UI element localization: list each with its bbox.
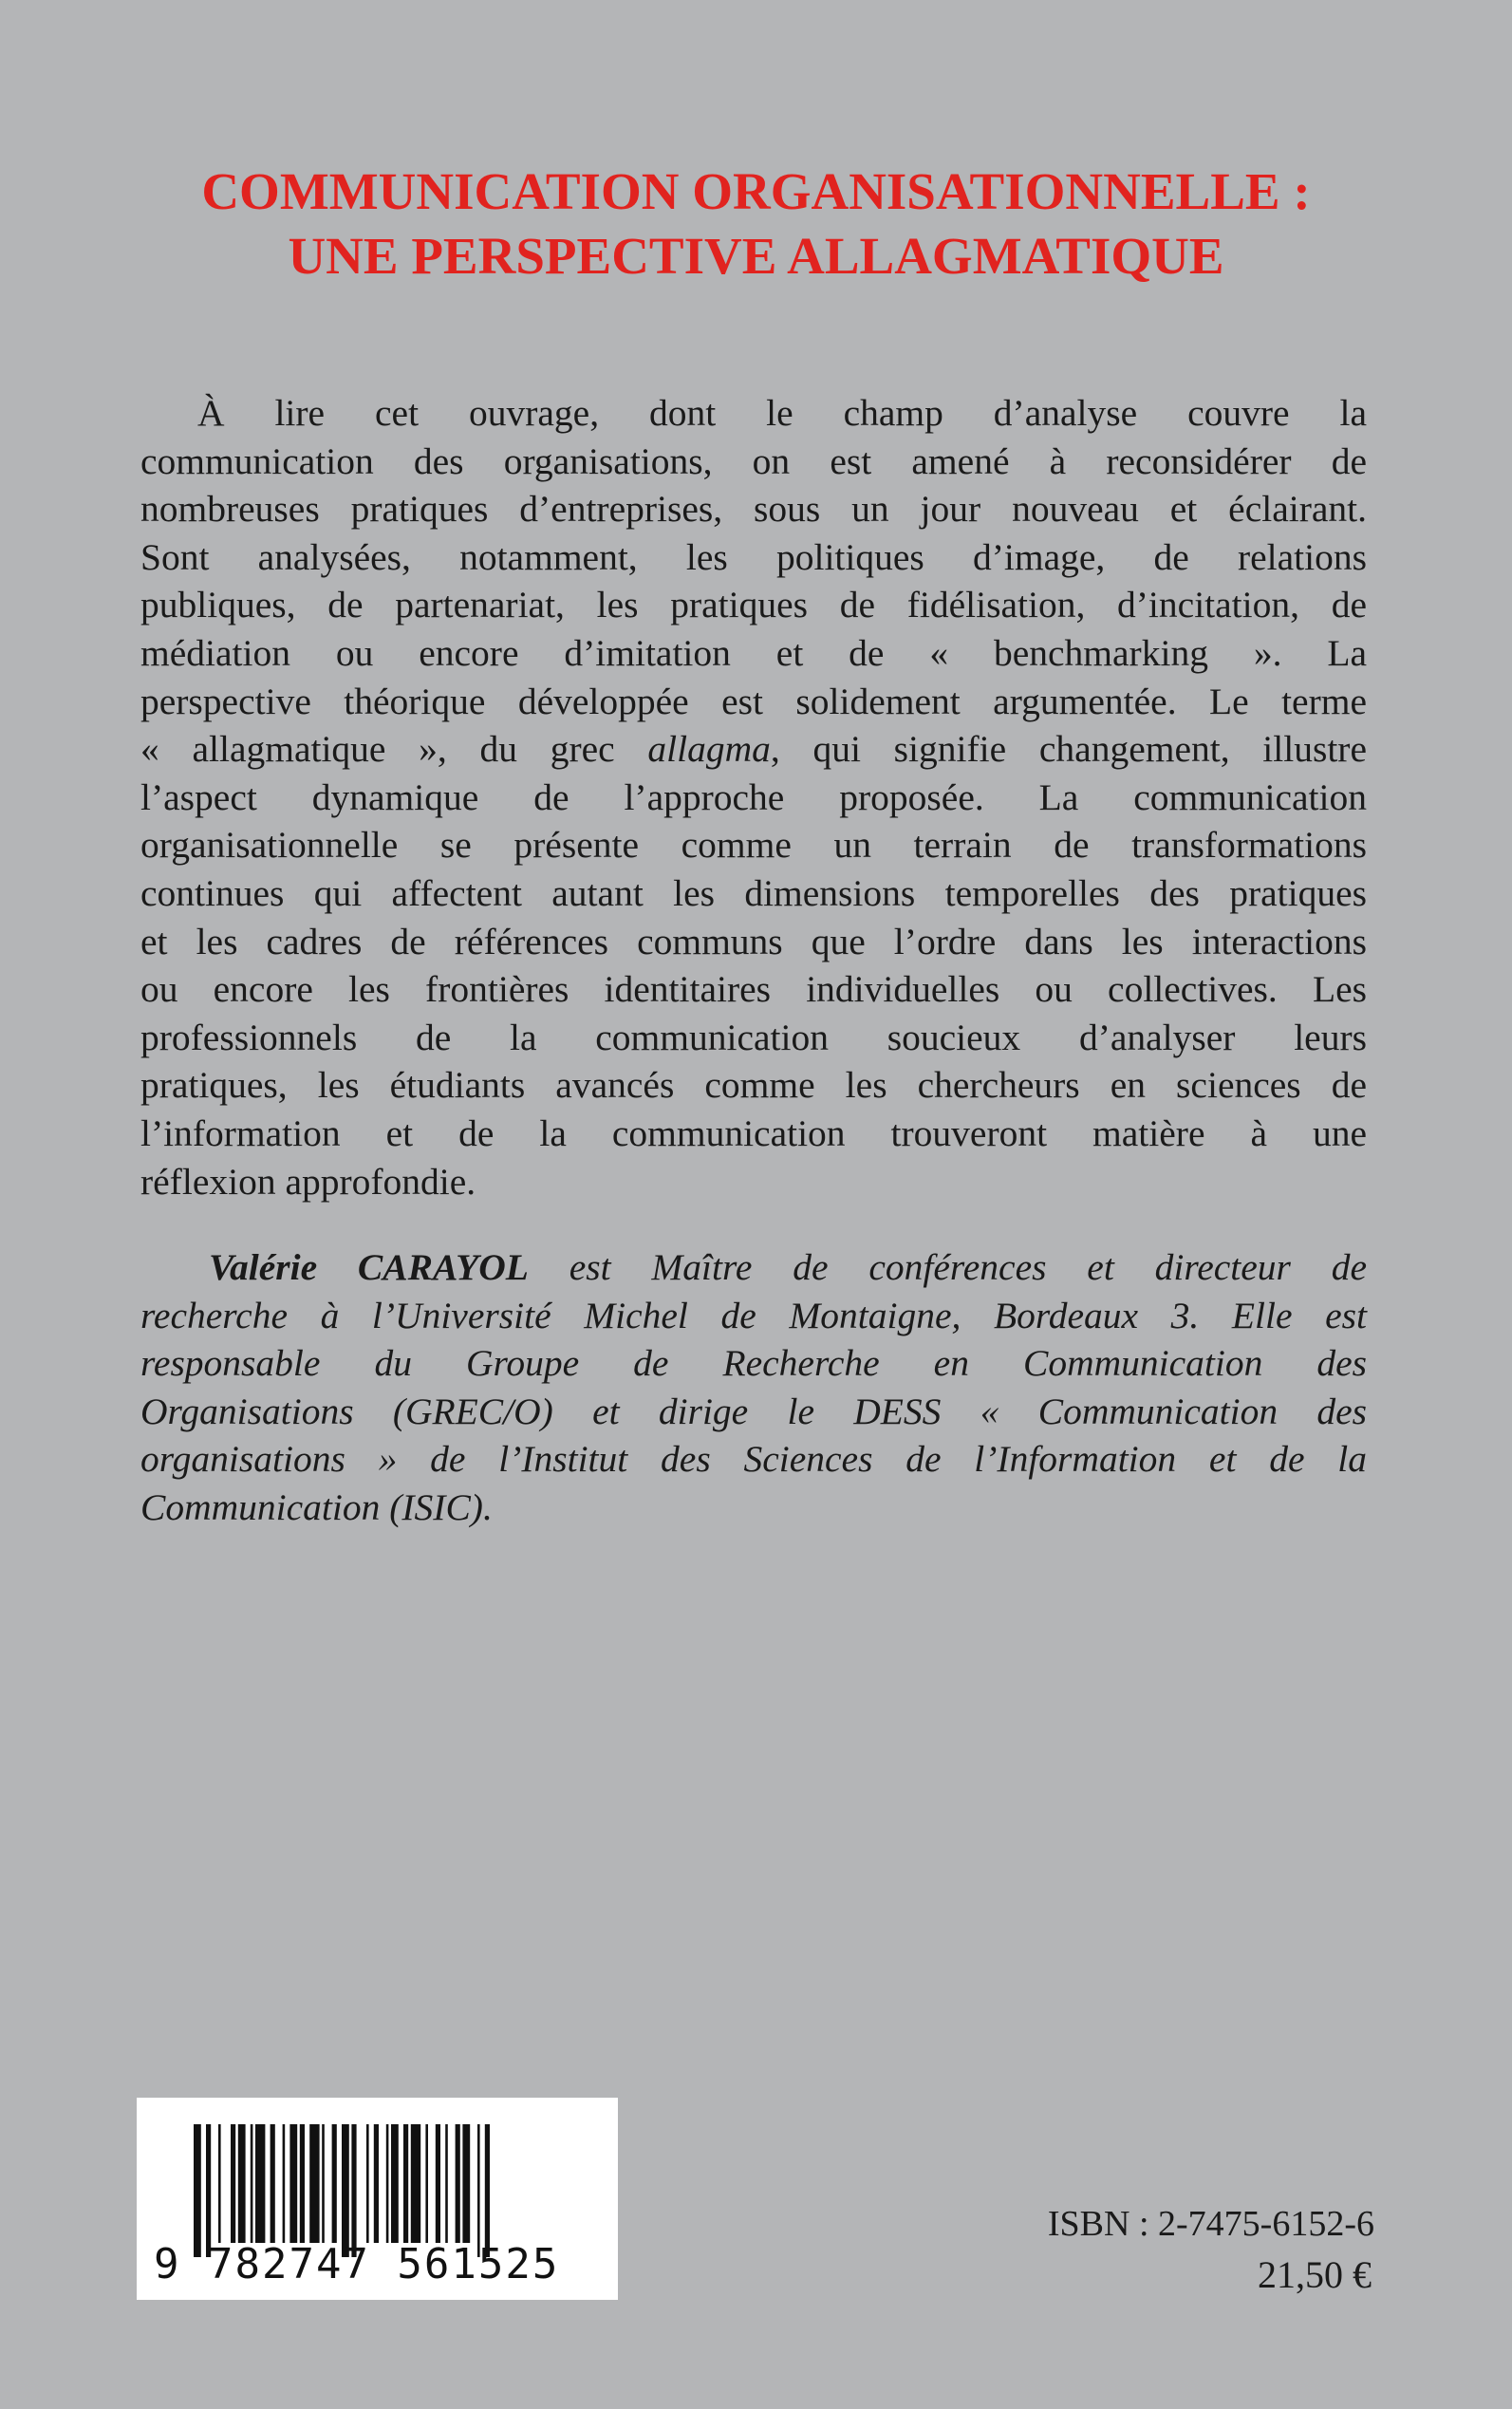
description-line: ou encore les frontières identitaires individuelles ou collectives. Les (140, 968, 1367, 1011)
book-description (140, 389, 1367, 1205)
barcode-bar (231, 2124, 235, 2243)
barcode-bar (411, 2124, 420, 2243)
price: 21,50 € (1258, 2253, 1372, 2296)
barcode-bar (322, 2124, 325, 2243)
allagma-word: allagma (647, 728, 771, 771)
bio-line-text: est Maître de conférences et directeur de (528, 1246, 1367, 1288)
barcode-bar (300, 2124, 305, 2243)
barcode-bar (218, 2124, 221, 2243)
barcode-bar (366, 2124, 369, 2243)
description-line: perspective théorique développée est solidement argumentée. Le terme (140, 680, 1367, 722)
description-line: nombreuses pratiques d’entreprises, sous un jour nouveau et éclairant. (140, 488, 1367, 531)
description-line: Sont analysées, notamment, les politiques d’image, de relations (140, 535, 1367, 578)
bio-line: organisations » de l’Institut des Sciences de l’Information et de la (140, 1438, 1367, 1480)
barcode-bar (194, 2124, 201, 2257)
barcode-bar (283, 2124, 286, 2243)
barcode-bar (462, 2124, 470, 2243)
description-line: professionnels de la communication soucieux d’analyser leurs (140, 1016, 1367, 1058)
barcode-bar (251, 2124, 253, 2243)
barcode-bar (289, 2124, 297, 2243)
description-line: pratiques, les étudiants avancés comme les chercheurs en sciences de (140, 1064, 1367, 1107)
barcode-bar (342, 2124, 349, 2257)
barcode-bar (485, 2124, 490, 2257)
author-name: Valérie CARAYOL (209, 1246, 529, 1288)
barcode-bar (445, 2124, 448, 2243)
barcode-bar (206, 2124, 211, 2257)
description-line: communication des organisations, on est amené à reconsidérer de (140, 439, 1367, 482)
barcode-bar (351, 2124, 356, 2257)
barcode (137, 2098, 618, 2300)
barcode-bar (255, 2124, 265, 2243)
isbn-number: ISBN : 2-7475-6152-6 (1047, 2204, 1374, 2244)
bio-line-first (140, 1243, 1367, 1292)
barcode-bar (238, 2124, 246, 2243)
barcode-bar (436, 2124, 440, 2243)
description-line: l’information et de la communication trouveront matière à une (140, 1111, 1367, 1154)
description-line-start: « allagmatique », du grec (140, 728, 648, 771)
bio-line: Organisations (GREC/O) et dirige le DESS « Communication des (140, 1390, 1367, 1432)
bio-line: Communication (ISIC). (140, 1485, 493, 1528)
barcode-bar (456, 2124, 460, 2243)
barcode-bar (477, 2124, 480, 2257)
description-line: À lire cet ouvrage, dont le champ d’analyse couvre la (197, 392, 1367, 434)
book-title (0, 159, 1512, 289)
barcode-bar (425, 2124, 428, 2243)
description-line: l’aspect dynamique de l’approche proposée. La communication (140, 775, 1367, 818)
barcode-bar (374, 2124, 379, 2243)
barcode-bar (391, 2124, 399, 2243)
barcode-bar (403, 2124, 408, 2243)
barcode-bar (332, 2124, 337, 2243)
description-line-end: , qui signifie changement, illustre (770, 728, 1367, 771)
book-title-line-2: UNE PERSPECTIVE ALLAGMATIQUE (288, 227, 1224, 285)
bio-line: responsable du Groupe de Recherche en Communication des (140, 1342, 1367, 1384)
description-line: continues qui affectent autant les dimensions temporelles des pratiques (140, 871, 1367, 914)
book-title-line-1: COMMUNICATION ORGANISATIONNELLE : (201, 162, 1311, 220)
barcode-bar (271, 2124, 275, 2243)
description-line-allagma (140, 725, 1367, 774)
bio-line: recherche à l’Université Michel de Montaigne, Bordeaux 3. Elle est (140, 1294, 1367, 1336)
description-line: publiques, de partenariat, les pratiques de fidélisation, d’incitation, de (140, 584, 1367, 626)
barcode-digits: 9 782747 561525 (154, 2240, 560, 2288)
description-line: médiation ou encore d’imitation et de « benchmarking ». La (140, 631, 1367, 674)
barcode-bar (309, 2124, 319, 2243)
description-line: et les cadres de références communs que l’ordre dans les interactions (140, 920, 1367, 962)
author-bio (140, 1243, 1367, 1531)
description-line: réflexion approfondie. (140, 1160, 476, 1203)
barcode-bar (386, 2124, 389, 2243)
description-line: organisationnelle se présente comme un terrain de transformations (140, 824, 1367, 867)
